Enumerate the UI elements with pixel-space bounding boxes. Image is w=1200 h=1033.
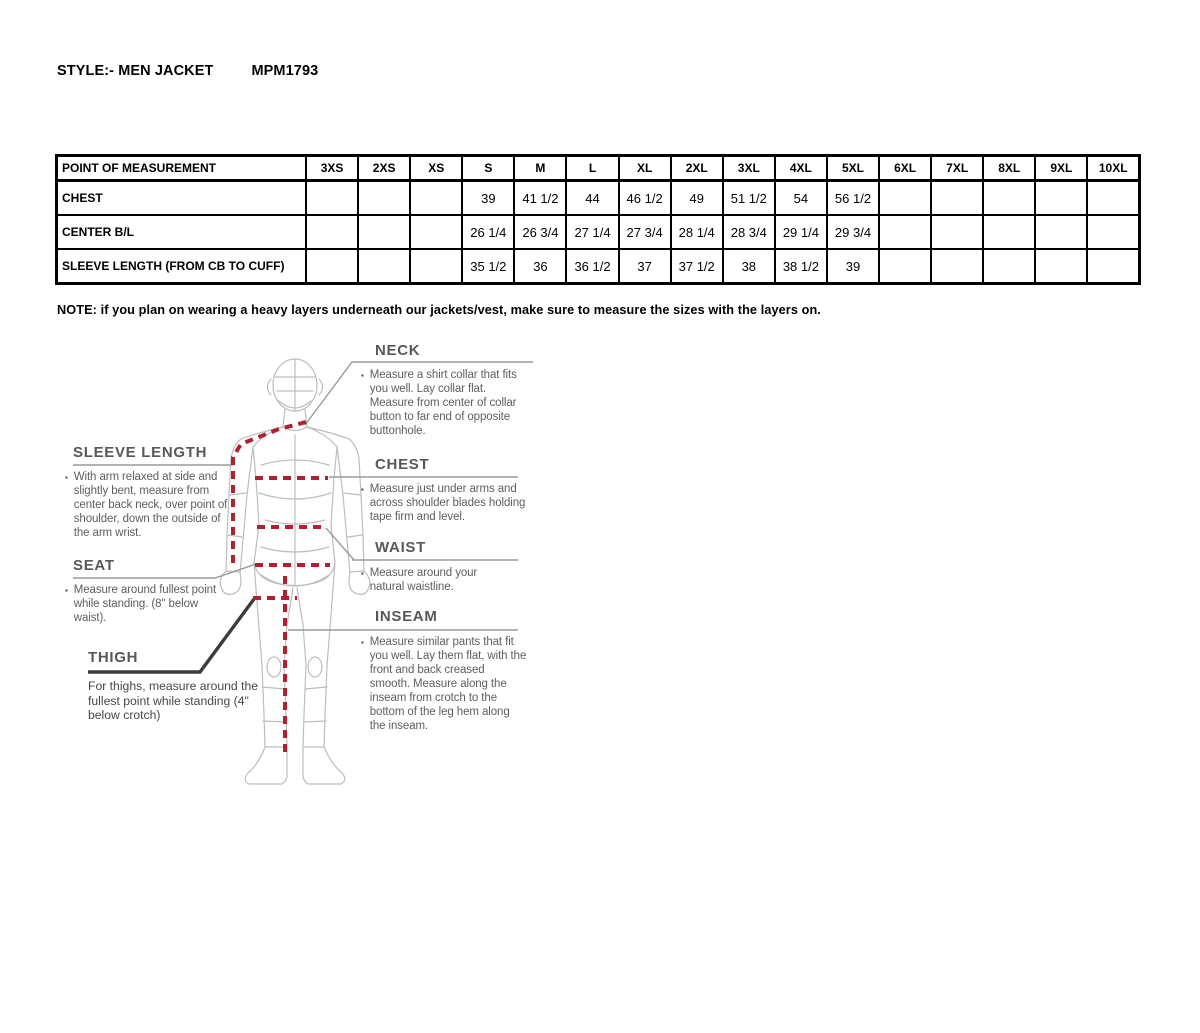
section-neck-title [375,342,420,359]
sleeve-length-heading: SLEEVE LENGTH [73,444,208,461]
measurement-cell: 56 1/2 [827,181,879,216]
row-label: CHEST [57,181,307,216]
bullet-icon: ▪ [361,371,364,380]
measurement-cell: 38 1/2 [775,249,827,284]
page-title [57,63,318,79]
bullet-icon: ▪ [361,638,364,647]
section-neck [361,368,523,438]
measurement-cell: 29 1/4 [775,215,827,249]
measurement-cell: 27 1/4 [566,215,618,249]
column-header-size: 9XL [1035,156,1087,181]
measurement-cell: 44 [566,181,618,216]
size-table [55,154,1141,285]
measurement-cell [1087,181,1139,216]
section-inseam [361,635,527,733]
measurement-cell: 37 1/2 [671,249,723,284]
section-waist-title [375,539,426,556]
measurement-cell: 36 [514,249,566,284]
neck-description: Measure a shirt collar that fits you well. Lay collar flat. Measure from center of collar button to far end of opposite buttonhole. [369,369,517,437]
measurement-cell [358,181,410,216]
style-code: MPM1793 [251,63,319,79]
measurement-cell: 54 [775,181,827,216]
measurement-cell: 26 1/4 [462,215,514,249]
waist-heading: WAIST [375,539,426,556]
measurement-cell [879,215,931,249]
measurement-cell: 37 [619,249,671,284]
measurement-cell [983,215,1035,249]
measurement-cell [358,215,410,249]
section-waist [361,566,511,594]
section-chest-title [375,456,429,473]
sleeve-length-description: With arm relaxed at side and slightly bent, measure from center back neck, over point of shoulder, down the outside of the arm wrist. [73,471,228,539]
table-row [57,181,1140,216]
column-header-size: L [566,156,618,181]
row-label: CENTER B/L [57,215,307,249]
section-seat [65,583,221,625]
size-table-body [57,181,1140,284]
table-row [57,249,1140,284]
measurement-cell [931,181,983,216]
measurement-cell [358,249,410,284]
bullet-icon: ▪ [65,473,68,482]
neck-heading: NECK [375,342,421,359]
bullet-icon: ▪ [65,586,68,595]
measurement-cell [410,249,462,284]
column-header-size: 6XL [879,156,931,181]
chest-heading: CHEST [375,456,430,473]
waist-description: Measure around your natural waistline. [369,567,478,593]
section-seat-title [73,557,115,574]
seat-heading: SEAT [73,557,115,574]
row-label: SLEEVE LENGTH (FROM CB TO CUFF) [57,249,307,284]
measurement-cell: 26 3/4 [514,215,566,249]
column-header-size: XL [619,156,671,181]
measurement-diagram [57,335,602,810]
column-header-size: 8XL [983,156,1035,181]
seat-description: Measure around fullest point while standing. (8" below waist). [73,584,217,624]
section-thigh [88,679,268,723]
measurement-cell: 28 3/4 [723,215,775,249]
measurement-cell: 38 [723,249,775,284]
column-header-point-of-measurement: POINT OF MEASUREMENT [57,156,307,181]
measurement-cell [306,215,358,249]
measurement-cell [931,215,983,249]
measurement-cell: 29 3/4 [827,215,879,249]
measurement-cell: 39 [827,249,879,284]
thigh-heading: THIGH [88,649,139,666]
table-row [57,215,1140,249]
chest-description: Measure just under arms and across shoulder blades holding tape firm and level. [369,483,526,523]
measurement-cell: 49 [671,181,723,216]
column-header-size: 5XL [827,156,879,181]
column-header-size: 2XL [671,156,723,181]
measurement-cell: 51 1/2 [723,181,775,216]
column-header-size: 7XL [931,156,983,181]
measurement-cell: 36 1/2 [566,249,618,284]
table-header-row [57,156,1140,181]
inseam-heading: INSEAM [375,608,438,625]
measurement-cell [410,215,462,249]
measurement-cell [1087,215,1139,249]
thigh-description: For thighs, measure around the fullest point while standing (4" below crotch) [88,679,259,723]
measurement-cell [1035,249,1087,284]
measurement-cell [983,249,1035,284]
measurement-cell [306,181,358,216]
style-label: STYLE:- MEN JACKET [57,63,214,79]
size-table-head [57,156,1140,181]
section-thigh-title [88,649,138,666]
inseam-description: Measure similar pants that fit you well. Lay them flat, with the front and back creased smooth. Measure along the inseam from crotch to the bottom of the leg hem along the inseam. [369,636,527,732]
column-header-size: 3XL [723,156,775,181]
measurement-cell [1035,181,1087,216]
measurement-cell [879,249,931,284]
column-header-size: 3XS [306,156,358,181]
measurement-cell [306,249,358,284]
column-header-size: M [514,156,566,181]
column-header-size: 10XL [1087,156,1139,181]
measurement-cell: 39 [462,181,514,216]
measurement-cell [410,181,462,216]
bullet-icon: ▪ [361,569,364,578]
column-header-size: 2XS [358,156,410,181]
measurement-cell: 28 1/4 [671,215,723,249]
measurement-cell: 41 1/2 [514,181,566,216]
section-sleeve-length-title [73,444,207,461]
measurement-cell [931,249,983,284]
measurement-cell: 27 3/4 [619,215,671,249]
section-sleeve-length [65,470,237,540]
measurement-cell [1087,249,1139,284]
measurement-cell [1035,215,1087,249]
section-inseam-title [375,608,438,625]
section-chest [361,482,529,524]
measurement-cell [983,181,1035,216]
column-header-size: S [462,156,514,181]
measurement-cell [879,181,931,216]
note-text: NOTE: if you plan on wearing a heavy layers underneath our jackets/vest, make sure to measure the sizes with the layers on. [57,303,821,317]
column-header-size: XS [410,156,462,181]
bullet-icon: ▪ [361,485,364,494]
measurement-cell: 46 1/2 [619,181,671,216]
column-header-size: 4XL [775,156,827,181]
measurement-cell: 35 1/2 [462,249,514,284]
